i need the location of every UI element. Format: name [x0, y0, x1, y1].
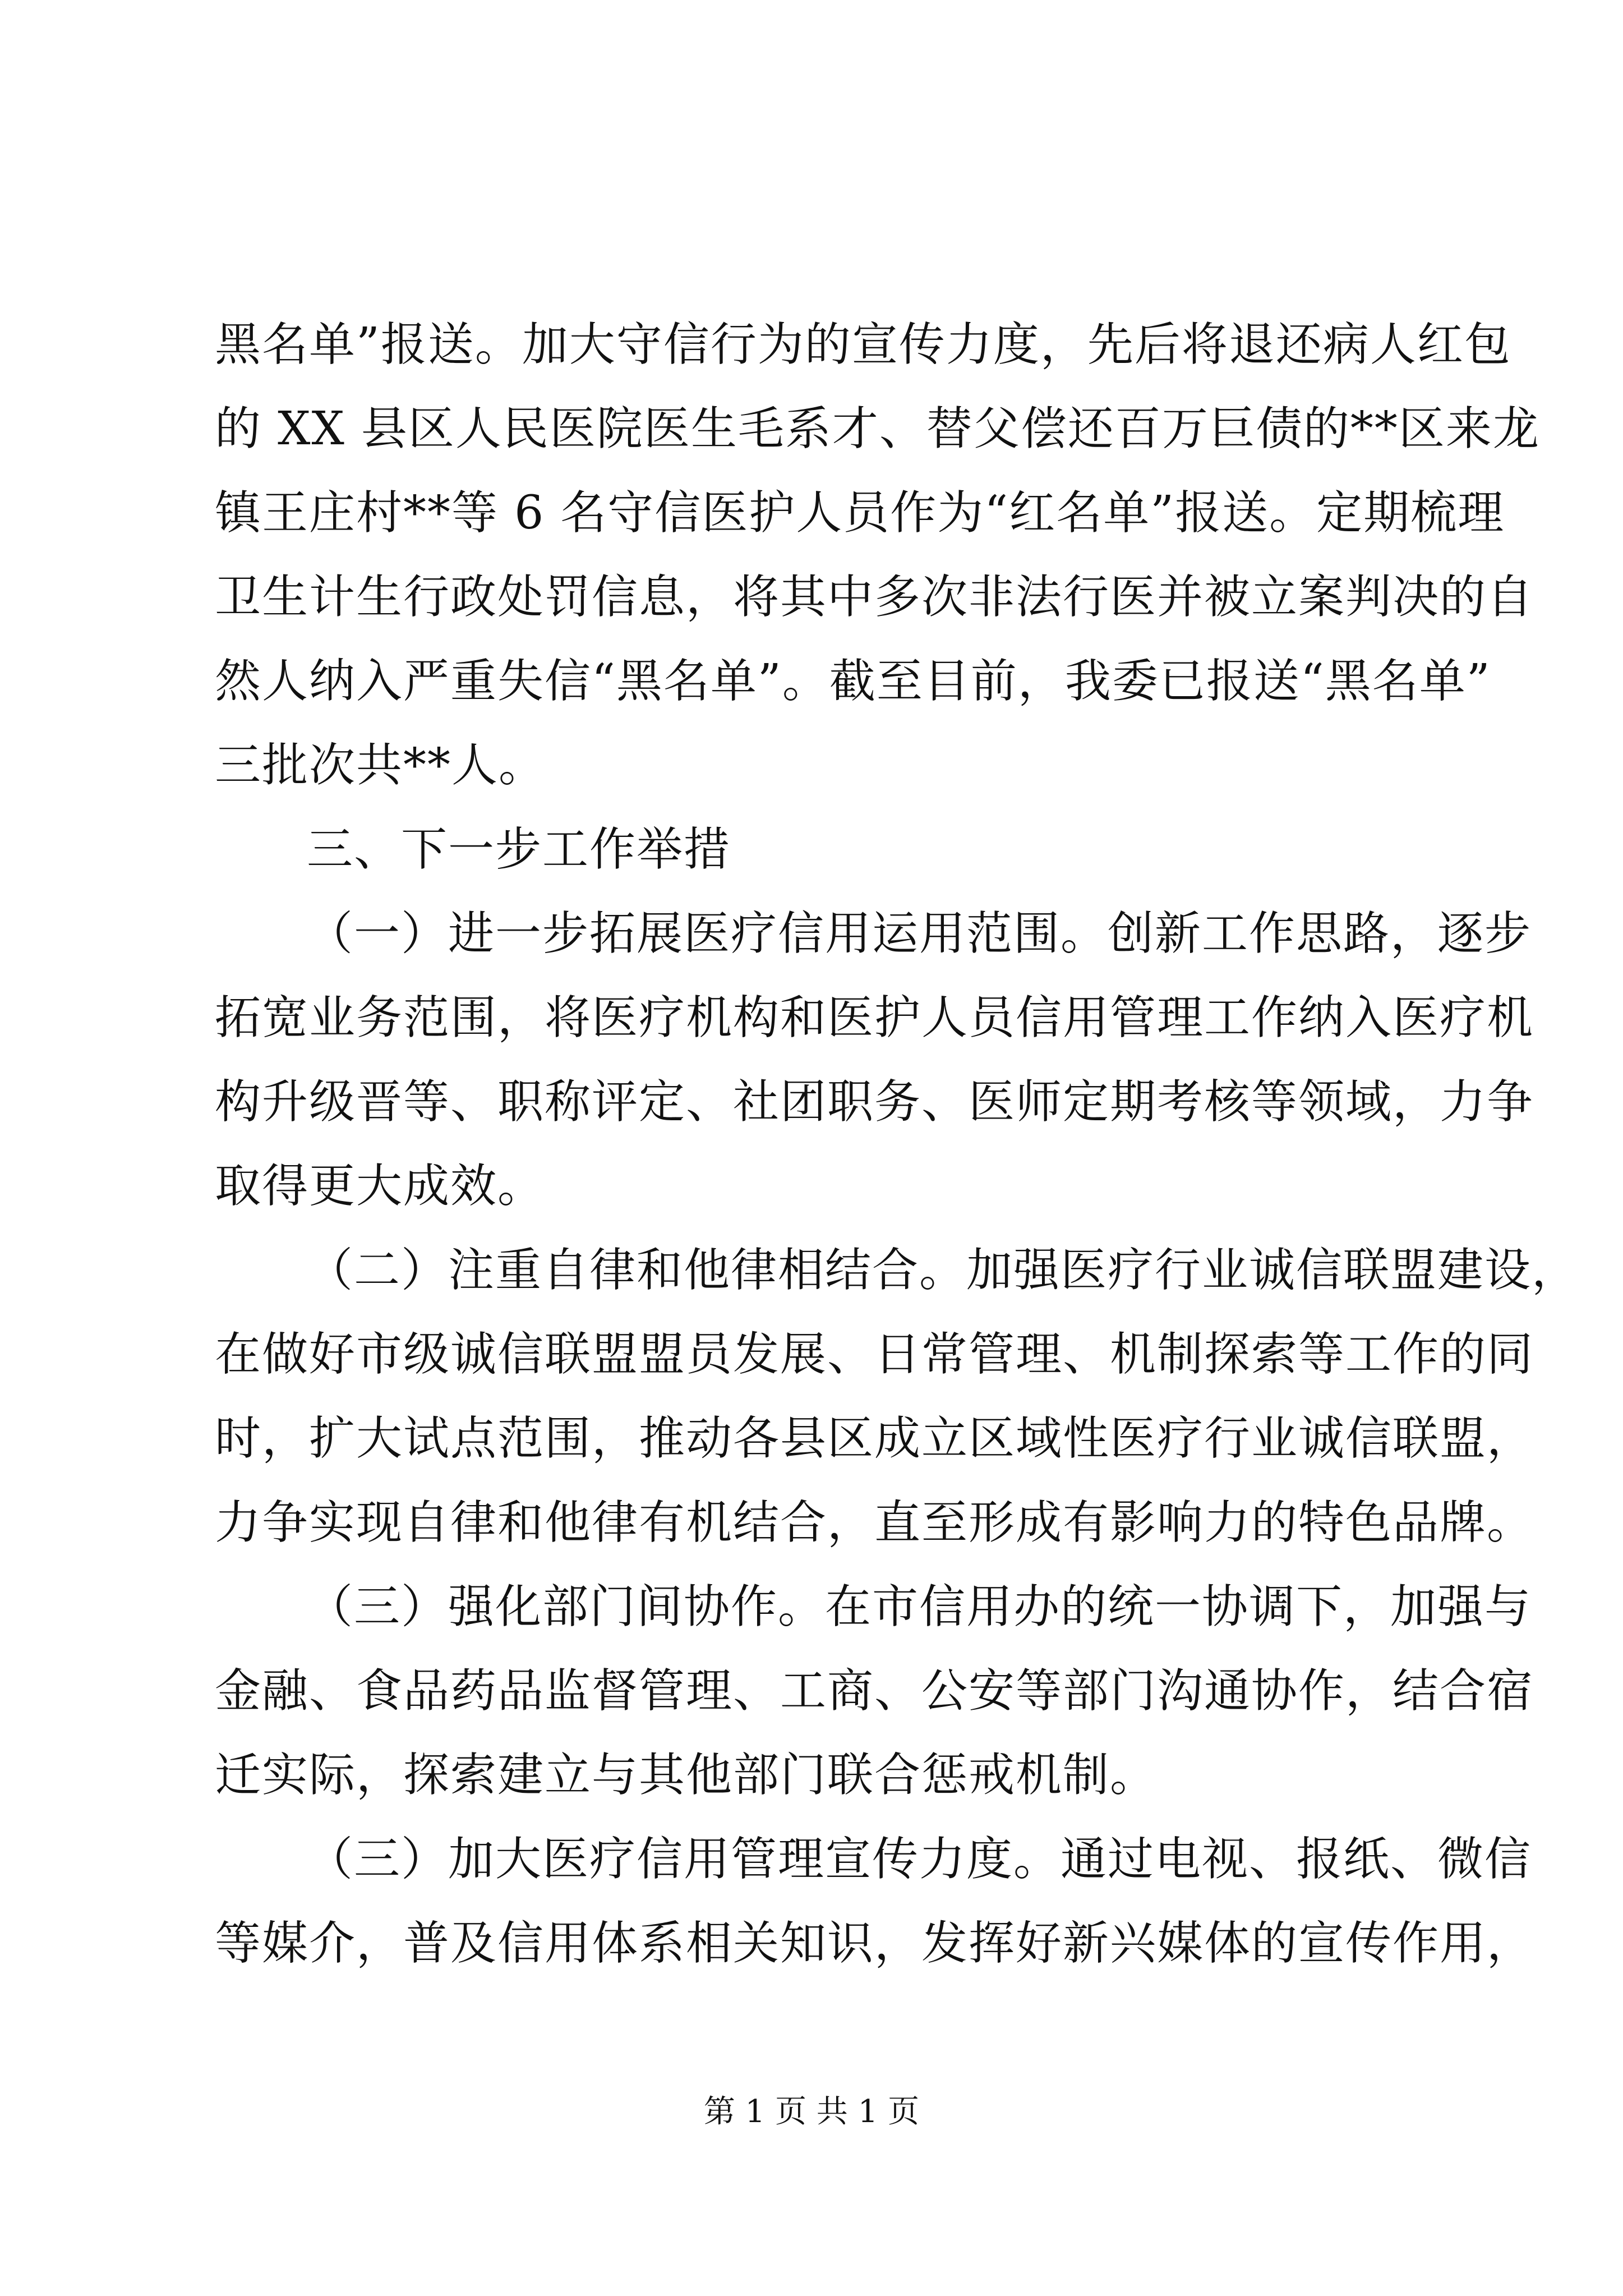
text-line: 镇王庄村**等 6 名守信医护人员作为“红名单”报送。定期梳理: [215, 486, 1505, 540]
text-line: （三）强化部门间协作。在市信用办的统一协调下，加强与: [307, 1580, 1532, 1634]
text-line: 力争实现自律和他律有机结合，直至形成有影响力的特色品牌。: [215, 1496, 1534, 1549]
text-line: 卫生计生行政处罚信息，将其中多次非法行医并被立案判决的自: [215, 570, 1534, 624]
text-line: 取得更大成效。: [215, 1159, 545, 1213]
text-line: 迁实际，探索建立与其他部门联合惩戒机制。: [215, 1749, 1158, 1802]
text-line: 的 XX 县区人民医院医生毛系才、替父偿还百万巨债的**区来龙: [215, 402, 1540, 455]
text-line: 黑名单”报送。加大守信行为的宣传力度，先后将退还病人红包: [215, 318, 1511, 371]
text-line: 等媒介，普及信用体系相关知识，发挥好新兴媒体的宣传作用，: [215, 1917, 1534, 1970]
text-line: 在做好市级诚信联盟盟员发展、日常管理、机制探索等工作的同: [215, 1328, 1534, 1381]
text-line: 三批次共**人。: [215, 739, 546, 792]
text-line: （二）注重自律和他律相结合。加强医疗行业诚信联盟建设，: [307, 1244, 1579, 1297]
document-body: [215, 303, 1579, 1986]
text-line: 构升级晋等、职称评定、社团职务、医师定期考核等领域，力争: [215, 1075, 1534, 1129]
page-number-footer: 第 1 页 共 1 页: [703, 2093, 920, 2130]
text-line: 时，扩大试点范围，推动各县区成立区域性医疗行业诚信联盟，: [215, 1412, 1534, 1465]
text-line: （一）进一步拓展医疗信用运用范围。创新工作思路，逐步: [307, 907, 1532, 960]
text-line: 金融、食品药品监督管理、工商、公安等部门沟通协作，结合宿: [215, 1664, 1534, 1718]
text-line: 拓宽业务范围，将医疗机构和医护人员信用管理工作纳入医疗机: [215, 991, 1534, 1045]
text-line: 然人纳入严重失信“黑名单”。截至目前，我委已报送“黑名单”: [215, 655, 1491, 708]
section-heading: 三、下一步工作举措: [307, 823, 731, 876]
text-line: （三）加大医疗信用管理宣传力度。通过电视、报纸、微信: [307, 1833, 1532, 1886]
